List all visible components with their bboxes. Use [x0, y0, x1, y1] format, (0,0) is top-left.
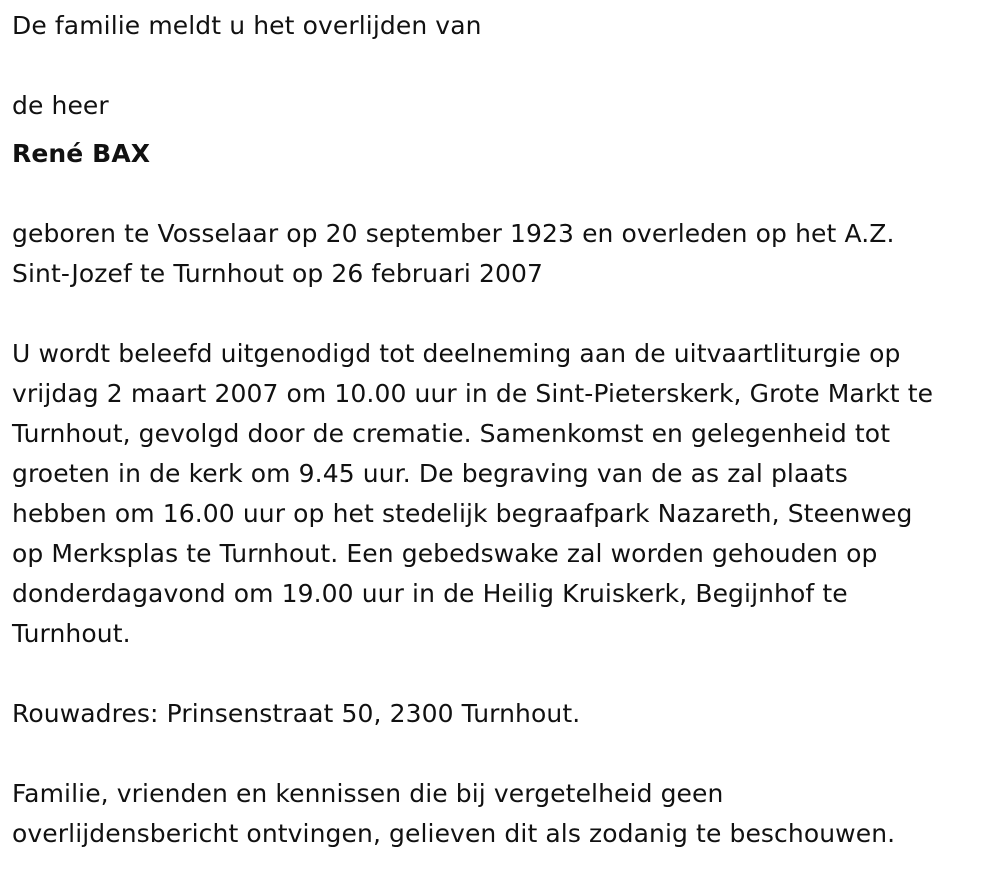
spacer [12, 734, 988, 774]
paragraph-line: hebben om 16.00 uur op het stedelijk begraafpark Nazareth, Steenweg [12, 499, 913, 528]
deceased-name: René BAX [12, 139, 151, 168]
spacer [12, 126, 988, 134]
paragraph-line: geboren te Vosselaar op 20 september 1923 en overleden op het A.Z. [12, 219, 895, 248]
paragraph-line: Turnhout, gevolgd door de crematie. Samenkomst en gelegenheid tot [12, 419, 891, 448]
paragraph-line: Turnhout. [12, 619, 131, 648]
paragraph-line: donderdagavond om 19.00 uur in de Heilig Kruiskerk, Begijnhof te [12, 579, 848, 608]
closing-paragraph [12, 774, 988, 854]
paragraph-line: Familie, vrienden en kennissen die bij vergetelheid geen [12, 779, 724, 808]
spacer [12, 654, 988, 694]
intro-line: De familie meldt u het overlijden van [12, 11, 482, 40]
salutation: de heer [12, 91, 109, 120]
spacer [12, 174, 988, 214]
spacer [12, 294, 988, 334]
paragraph-line: groeten in de kerk om 9.45 uur. De begraving van de as zal plaats [12, 459, 848, 488]
birth-death-paragraph [12, 214, 988, 294]
paragraph-line: Sint-Jozef te Turnhout op 26 februari 2007 [12, 259, 544, 288]
invitation-paragraph [12, 334, 988, 654]
paragraph-line: vrijdag 2 maart 2007 om 10.00 uur in de Sint-Pieterskerk, Grote Markt te [12, 379, 934, 408]
paragraph-line: U wordt beleefd uitgenodigd tot deelneming aan de uitvaartliturgie op [12, 339, 901, 368]
mourning-address: Rouwadres: Prinsenstraat 50, 2300 Turnhout. [12, 699, 581, 728]
spacer [12, 46, 988, 86]
paragraph-line: overlijdensbericht ontvingen, gelieven dit als zodanig te beschouwen. [12, 819, 896, 848]
paragraph-line: op Merksplas te Turnhout. Een gebedswake zal worden gehouden op [12, 539, 878, 568]
